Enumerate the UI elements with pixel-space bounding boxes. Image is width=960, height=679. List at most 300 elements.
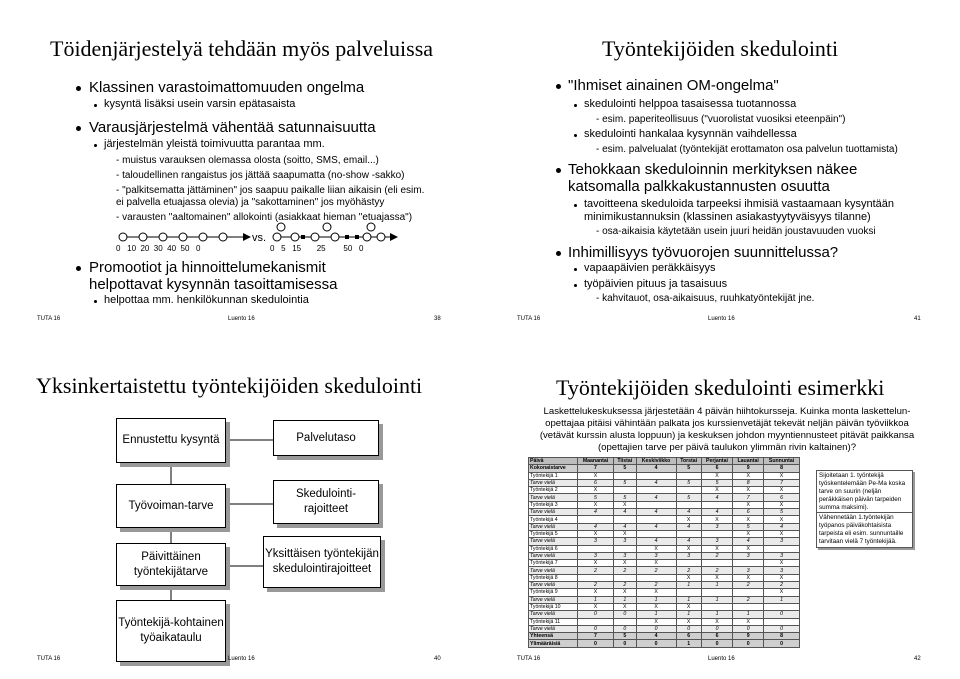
table-cell: 1 bbox=[764, 596, 800, 603]
table-cell: 2 bbox=[733, 596, 764, 603]
slide-42 bbox=[480, 340, 960, 679]
bullet-text: "Ihmiset ainainen OM-ongelma" bbox=[568, 77, 779, 94]
table-cell: 5 bbox=[613, 479, 636, 486]
table-cell: 6 bbox=[676, 633, 701, 640]
table-cell: 4 bbox=[764, 523, 800, 530]
table-cell: 4 bbox=[676, 509, 701, 516]
bullet bbox=[76, 266, 81, 271]
sub-bullet-text: helpottaa mm. henkilökunnan skedulointia bbox=[104, 294, 309, 306]
table-cell: 9 bbox=[733, 633, 764, 640]
row-label: Tarve vielä bbox=[529, 596, 578, 603]
table-cell bbox=[613, 618, 636, 625]
table-cell: X bbox=[613, 530, 636, 537]
table-cell: 4 bbox=[613, 523, 636, 530]
footer-page: 42 bbox=[914, 656, 921, 662]
row-label: Tarve vielä bbox=[529, 552, 578, 559]
footer-course: TUTA 16 bbox=[37, 656, 61, 662]
table-cell bbox=[764, 545, 800, 552]
table-cell: X bbox=[701, 516, 733, 523]
row-label: Työntekijä 11 bbox=[529, 618, 578, 625]
table-cell: X bbox=[733, 530, 764, 537]
table-cell: 3 bbox=[764, 538, 800, 545]
table-cell bbox=[578, 545, 614, 552]
table-cell: X bbox=[676, 516, 701, 523]
table-cell: X bbox=[701, 472, 733, 479]
bullet bbox=[76, 126, 81, 131]
footer-page: 40 bbox=[434, 656, 441, 662]
table-row bbox=[529, 596, 800, 603]
table-row bbox=[529, 560, 800, 567]
table-cell: X bbox=[764, 560, 800, 567]
table-cell: 2 bbox=[701, 552, 733, 559]
row-label: Työntekijä 9 bbox=[529, 589, 578, 596]
table-cell: X bbox=[578, 560, 614, 567]
table-cell: 2 bbox=[701, 567, 733, 574]
table-cell bbox=[636, 530, 676, 537]
table-row bbox=[529, 494, 800, 501]
table-cell bbox=[701, 501, 733, 508]
table-cell: X bbox=[701, 545, 733, 552]
table-cell bbox=[733, 589, 764, 596]
table-cell: 3 bbox=[733, 552, 764, 559]
table-cell: X bbox=[764, 574, 800, 581]
sub-bullet bbox=[94, 104, 97, 107]
flow-box-constraints: Skedulointi-rajoitteet bbox=[273, 480, 379, 524]
slide-title: Työntekijöiden skedulointi bbox=[602, 36, 839, 61]
row-label: Työntekijä 10 bbox=[529, 603, 578, 610]
table-cell: 9 bbox=[733, 465, 764, 472]
sub-bullet bbox=[574, 268, 577, 271]
table-cell: X bbox=[764, 530, 800, 537]
table-cell: 5 bbox=[613, 633, 636, 640]
table-row bbox=[529, 611, 800, 618]
table-cell: 1 bbox=[676, 611, 701, 618]
row-label: Työntekijä 4 bbox=[529, 516, 578, 523]
table-cell: 1 bbox=[733, 611, 764, 618]
sub-bullet-text: skedulointi helppoa tasaisessa tuotannossa bbox=[584, 98, 797, 110]
table-cell bbox=[764, 618, 800, 625]
table-row bbox=[529, 523, 800, 530]
table-cell: 6 bbox=[701, 465, 733, 472]
table-cell: 6 bbox=[764, 494, 800, 501]
table-cell: 0 bbox=[636, 640, 676, 647]
dash-text: - taloudellinen rangaistus jos jättää saapumatta (no-show -sakko) bbox=[116, 170, 405, 181]
table-cell: X bbox=[578, 530, 614, 537]
table-cell: 5 bbox=[676, 479, 701, 486]
table-cell: 3 bbox=[733, 567, 764, 574]
table-cell bbox=[578, 516, 614, 523]
table-cell: X bbox=[613, 501, 636, 508]
table-cell: 0 bbox=[733, 640, 764, 647]
bullet bbox=[556, 251, 561, 256]
flow-box-labor: Työvoiman-tarve bbox=[116, 484, 226, 528]
row-label: Tarve vielä bbox=[529, 479, 578, 486]
sub-bullet-text: kysyntä lisäksi usein varsin epätasaista bbox=[104, 98, 296, 110]
table-cell: 1 bbox=[676, 582, 701, 589]
table-cell: 4 bbox=[578, 523, 614, 530]
problem-line: (opettajien tarve per päivä taulukon ylimmän rivin kaltainen)? bbox=[597, 442, 857, 453]
table-cell: X bbox=[733, 487, 764, 494]
table-cell bbox=[701, 603, 733, 610]
table-cell: X bbox=[676, 574, 701, 581]
sub-bullet-text: vapaapäivien peräkkäisyys bbox=[584, 262, 716, 274]
table-cell: 3 bbox=[613, 538, 636, 545]
dash-text: - kahvitauot, osa-aikaisuus, ruuhkatyöntekijät jne. bbox=[596, 293, 815, 304]
table-cell: 0 bbox=[578, 625, 614, 632]
dash-text: - muistus varauksen olemassa olosta (soitto, SMS, email...) bbox=[116, 155, 379, 166]
table-cell bbox=[764, 603, 800, 610]
dash-text: - osa-aikaisia käytetään usein juuri heidän joustavuuden vuoksi bbox=[596, 226, 876, 237]
table-header-row bbox=[529, 458, 800, 465]
slide-41 bbox=[480, 0, 960, 339]
row-label: Työntekijä 5 bbox=[529, 530, 578, 537]
table-cell: 2 bbox=[613, 582, 636, 589]
table-cell: X bbox=[764, 589, 800, 596]
table-cell: 2 bbox=[613, 567, 636, 574]
bullet bbox=[556, 84, 561, 89]
table-cell: 4 bbox=[636, 465, 676, 472]
problem-line: (vetävät kurssin alusta loppuun) ja keskuksen johdon myyntiennusteet pitävät paikkansa bbox=[539, 430, 915, 441]
table-cell: 6 bbox=[701, 633, 733, 640]
table-cell: 3 bbox=[701, 523, 733, 530]
table-cell: 4 bbox=[701, 509, 733, 516]
table-row bbox=[529, 501, 800, 508]
table-cell: X bbox=[613, 560, 636, 567]
row-label: Tarve vielä bbox=[529, 509, 578, 516]
table-cell bbox=[676, 487, 701, 494]
table-cell: 1 bbox=[578, 596, 614, 603]
flow-box-service: Palvelutaso bbox=[273, 420, 379, 456]
flow-connectors bbox=[0, 340, 480, 679]
table-cell bbox=[636, 487, 676, 494]
table-row bbox=[529, 530, 800, 537]
table-cell bbox=[613, 516, 636, 523]
row-label: Työntekijä 6 bbox=[529, 545, 578, 552]
table-cell bbox=[676, 560, 701, 567]
table-cell bbox=[613, 545, 636, 552]
table-cell: 6 bbox=[733, 509, 764, 516]
table-cell: 0 bbox=[676, 625, 701, 632]
table-cell bbox=[701, 589, 733, 596]
row-label: Ylimääräisiä bbox=[529, 640, 578, 647]
row-label: Tarve vielä bbox=[529, 611, 578, 618]
table-cell: 7 bbox=[578, 465, 614, 472]
table-cell: 0 bbox=[733, 625, 764, 632]
table-cell: X bbox=[613, 589, 636, 596]
table-cell: 1 bbox=[676, 596, 701, 603]
table-cell: 2 bbox=[733, 582, 764, 589]
row-label: Työntekijä 8 bbox=[529, 574, 578, 581]
table-cell: 5 bbox=[701, 479, 733, 486]
row-label: Tarve vielä bbox=[529, 625, 578, 632]
schedule-table bbox=[528, 457, 800, 648]
table-row bbox=[529, 465, 800, 472]
bullet-text: helpottavat kysynnän tasoittamisessa bbox=[89, 276, 338, 293]
sub-bullet bbox=[574, 204, 577, 207]
table-row bbox=[529, 487, 800, 494]
table-cell: 3 bbox=[578, 552, 614, 559]
footer-lecture: Luento 16 bbox=[708, 656, 735, 662]
table-cell: 5 bbox=[613, 494, 636, 501]
table-cell: 1 bbox=[636, 611, 676, 618]
table-row bbox=[529, 516, 800, 523]
table-row bbox=[529, 625, 800, 632]
table-cell: 2 bbox=[636, 567, 676, 574]
sub-bullet bbox=[94, 144, 97, 147]
table-cell bbox=[636, 574, 676, 581]
sub-bullet bbox=[574, 134, 577, 137]
table-cell: X bbox=[578, 603, 614, 610]
table-cell: 2 bbox=[676, 567, 701, 574]
table-cell: 5 bbox=[613, 465, 636, 472]
table-cell: X bbox=[578, 487, 614, 494]
table-cell: X bbox=[676, 618, 701, 625]
table-row bbox=[529, 589, 800, 596]
sub-bullet-text: työpäivien pituus ja tasaisuus bbox=[584, 278, 728, 290]
table-cell: X bbox=[733, 501, 764, 508]
table-cell: X bbox=[578, 472, 614, 479]
table-cell: 0 bbox=[613, 640, 636, 647]
row-label: Tarve vielä bbox=[529, 523, 578, 530]
table-cell: X bbox=[764, 501, 800, 508]
table-cell: X bbox=[733, 516, 764, 523]
table-cell: Maanantai bbox=[578, 458, 614, 465]
sub-bullet-text: järjestelmän yleistä toimivuutta parantaa mm. bbox=[104, 138, 325, 150]
table-cell: 0 bbox=[613, 625, 636, 632]
sub-bullet bbox=[94, 300, 97, 303]
table-cell: 5 bbox=[733, 523, 764, 530]
table-cell: X bbox=[764, 516, 800, 523]
footer-page: 38 bbox=[434, 316, 441, 322]
row-label: Tarve vielä bbox=[529, 567, 578, 574]
table-cell bbox=[733, 560, 764, 567]
sub-bullet bbox=[574, 104, 577, 107]
table-cell: 0 bbox=[764, 640, 800, 647]
bullet bbox=[76, 86, 81, 91]
footer-course: TUTA 16 bbox=[37, 316, 61, 322]
bullet-text: Tehokkaan skeduloinnin merkityksen näkee bbox=[568, 161, 858, 178]
sub-bullet-text: skedulointi hankalaa kysynnän vaihdellessa bbox=[584, 128, 797, 140]
table-cell bbox=[578, 574, 614, 581]
table-row bbox=[529, 603, 800, 610]
table-cell: 4 bbox=[636, 494, 676, 501]
table-cell: 0 bbox=[701, 640, 733, 647]
row-label: Työntekijä 7 bbox=[529, 560, 578, 567]
table-cell: 3 bbox=[636, 552, 676, 559]
table-cell bbox=[613, 487, 636, 494]
bullet-text: Promootiot ja hinnoittelumekanismit bbox=[89, 259, 326, 276]
table-cell: 4 bbox=[636, 523, 676, 530]
flow-box-daily: Päivittäinen työntekijätarve bbox=[116, 543, 226, 586]
table-cell: X bbox=[701, 574, 733, 581]
table-cell: X bbox=[613, 603, 636, 610]
table-cell: 3 bbox=[578, 538, 614, 545]
table-cell: 2 bbox=[636, 582, 676, 589]
table-cell: 1 bbox=[676, 640, 701, 647]
table-cell bbox=[636, 472, 676, 479]
row-label: Työntekijä 2 bbox=[529, 487, 578, 494]
axis-left: 0 10 20 30 40 50 0 bbox=[116, 244, 201, 253]
table-cell: X bbox=[701, 618, 733, 625]
table-cell bbox=[676, 501, 701, 508]
slide-40 bbox=[0, 340, 480, 679]
table-cell bbox=[701, 530, 733, 537]
footer-lecture: Luento 16 bbox=[228, 316, 255, 322]
table-cell: 4 bbox=[636, 633, 676, 640]
table-cell: X bbox=[733, 472, 764, 479]
table-cell: 5 bbox=[676, 465, 701, 472]
table-row bbox=[529, 582, 800, 589]
problem-line: opettajaa pitäisi vähintään palkata jos kurssienvetäjät tekevät neljän päivän työviikkoa bbox=[545, 418, 909, 429]
table-cell: 5 bbox=[764, 509, 800, 516]
table-cell: X bbox=[676, 545, 701, 552]
footer-course: TUTA 16 bbox=[517, 656, 541, 662]
table-cell: 3 bbox=[676, 552, 701, 559]
table-row bbox=[529, 472, 800, 479]
table-cell: X bbox=[578, 589, 614, 596]
table-cell: Torstai bbox=[676, 458, 701, 465]
table-cell bbox=[676, 530, 701, 537]
table-cell bbox=[676, 589, 701, 596]
table-cell bbox=[676, 472, 701, 479]
note-step-one: Sijoitetaan 1. työntekijä työskentelemään Pe-Ma koska tarve on suurin (neljän peräkkäisen päivän tarpeiden summa maksimi). bbox=[816, 470, 913, 514]
footer-lecture: Luento 16 bbox=[228, 656, 255, 662]
table-cell: 5 bbox=[676, 494, 701, 501]
table-cell: 1 bbox=[613, 596, 636, 603]
axis-right: 0 5 15 25 50 0 bbox=[270, 244, 364, 253]
table-cell: 2 bbox=[578, 567, 614, 574]
table-cell: 1 bbox=[636, 596, 676, 603]
footer-page: 41 bbox=[914, 316, 921, 322]
table-cell: 8 bbox=[733, 479, 764, 486]
table-cell: 7 bbox=[764, 479, 800, 486]
table-row bbox=[529, 545, 800, 552]
dash-text: - "palkitsematta jättäminen" jos saapuu paikalle liian aikaisin (eli esim. bbox=[116, 185, 425, 196]
table-cell bbox=[733, 603, 764, 610]
row-label: Työntekijä 3 bbox=[529, 501, 578, 508]
sub-bullet-text: tavoitteena skeduloida tarpeeksi ihmisiä vastaamaan kysyntään bbox=[584, 198, 895, 210]
dash-text: - esim. palvelualat (työntekijät erottamaton osa palvelun tuottamista) bbox=[596, 144, 898, 155]
table-cell: X bbox=[733, 574, 764, 581]
table-cell: Sunnuntai bbox=[764, 458, 800, 465]
sub-bullet-text: minimikustannuksin (klassinen asiakastyytyväisyys tilanne) bbox=[584, 211, 871, 223]
table-cell: X bbox=[733, 618, 764, 625]
table-row bbox=[529, 509, 800, 516]
table-cell: 4 bbox=[676, 523, 701, 530]
flow-box-schedule: Työntekijä-kohtainen työaikataulu bbox=[116, 600, 226, 662]
table-cell: 0 bbox=[613, 611, 636, 618]
slide-title: Yksinkertaistettu työntekijöiden skedulointi bbox=[36, 373, 423, 398]
row-label: Tarve vielä bbox=[529, 494, 578, 501]
footer-course: TUTA 16 bbox=[517, 316, 541, 322]
table-cell bbox=[578, 618, 614, 625]
slide-38 bbox=[0, 0, 480, 339]
table-row bbox=[529, 538, 800, 545]
row-label: Työntekijä 1 bbox=[529, 472, 578, 479]
slide-title: Töidenjärjestelyä tehdään myös palveluissa bbox=[50, 36, 434, 61]
table-cell: Lauantai bbox=[733, 458, 764, 465]
table-row bbox=[529, 552, 800, 559]
table-cell: 1 bbox=[701, 582, 733, 589]
table-cell: 3 bbox=[613, 552, 636, 559]
table-cell: X bbox=[636, 545, 676, 552]
note-step-two: Vähennetään 1.työntekijän työpanos päiväkohtaisista tarpeista eli esim. sunnuntaille tarvitaan vielä 7 työntekijää. bbox=[816, 512, 913, 548]
table-cell: 7 bbox=[733, 494, 764, 501]
slide-title: Työntekijöiden skedulointi esimerkki bbox=[556, 375, 885, 400]
table-cell: 4 bbox=[636, 509, 676, 516]
table-cell: 4 bbox=[733, 538, 764, 545]
bullet bbox=[556, 168, 561, 173]
bullet-text: Varausjärjestelmä vähentää satunnaisuutta bbox=[89, 119, 376, 136]
table-row bbox=[529, 633, 800, 640]
table-cell: 4 bbox=[578, 509, 614, 516]
table-cell: 8 bbox=[764, 633, 800, 640]
table-cell: X bbox=[636, 603, 676, 610]
table-cell: 4 bbox=[636, 479, 676, 486]
table-cell: X bbox=[636, 618, 676, 625]
vs-label: vs. bbox=[252, 232, 267, 244]
row-label: Yhteensä bbox=[529, 633, 578, 640]
table-cell bbox=[636, 501, 676, 508]
table-cell bbox=[701, 560, 733, 567]
flow-box-demand: Ennustettu kysyntä bbox=[116, 418, 226, 463]
dash-text: - varausten "aaltomainen" allokointi (asiakkaat hieman "etuajassa") bbox=[116, 212, 413, 223]
problem-line: Laskettelukeskuksessa järjestetään 4 päivän hiihtokursseja. Kuinka monta laskettelun- bbox=[543, 406, 911, 417]
table-cell: Perjantai bbox=[701, 458, 733, 465]
table-cell: 5 bbox=[578, 494, 614, 501]
dash-text: - esim. paperiteollisuus ("vuorolistat vuosiksi eteenpäin") bbox=[596, 114, 846, 125]
table-cell: 0 bbox=[636, 625, 676, 632]
bullet-text: katsomalla palkkakustannusten osuutta bbox=[568, 178, 830, 195]
table-cell: 3 bbox=[764, 552, 800, 559]
table-cell: 2 bbox=[578, 582, 614, 589]
table-cell: 8 bbox=[764, 465, 800, 472]
table-cell: X bbox=[764, 472, 800, 479]
row-label: Päivä bbox=[529, 458, 578, 465]
table-cell bbox=[613, 574, 636, 581]
sub-bullet bbox=[574, 284, 577, 287]
table-cell: 4 bbox=[636, 538, 676, 545]
footer-lecture: Luento 16 bbox=[708, 316, 735, 322]
table-cell: 4 bbox=[613, 509, 636, 516]
table-row bbox=[529, 574, 800, 581]
table-cell: Keskiviikko bbox=[636, 458, 676, 465]
table-cell: 0 bbox=[764, 611, 800, 618]
table-cell: 0 bbox=[764, 625, 800, 632]
bullet-text: Inhimillisyys työvuorojen suunnittelussa? bbox=[568, 244, 839, 261]
table-row bbox=[529, 618, 800, 625]
row-label: Tarve vielä bbox=[529, 538, 578, 545]
table-cell: X bbox=[636, 560, 676, 567]
table-row bbox=[529, 640, 800, 647]
problem-text bbox=[522, 406, 932, 454]
table-cell: 7 bbox=[578, 633, 614, 640]
table-cell: 2 bbox=[764, 582, 800, 589]
table-cell: 3 bbox=[701, 538, 733, 545]
table-cell: 0 bbox=[578, 611, 614, 618]
table-cell: 4 bbox=[676, 538, 701, 545]
table-cell: 1 bbox=[701, 596, 733, 603]
flow-box-individual: Yksittäisen työntekijän skedulointirajoitteet bbox=[263, 536, 381, 588]
table-cell: 6 bbox=[578, 479, 614, 486]
bullet-text: Klassinen varastoimattomuuden ongelma bbox=[89, 79, 365, 96]
table-cell: X bbox=[676, 603, 701, 610]
dash-text: ei palvella etuajassa olevia) ja "sakottaminen" jos myöhästyy bbox=[116, 197, 385, 208]
table-cell: X bbox=[701, 487, 733, 494]
table-cell: 0 bbox=[701, 625, 733, 632]
table-cell bbox=[636, 516, 676, 523]
row-label: Kokonaistarve bbox=[529, 465, 578, 472]
